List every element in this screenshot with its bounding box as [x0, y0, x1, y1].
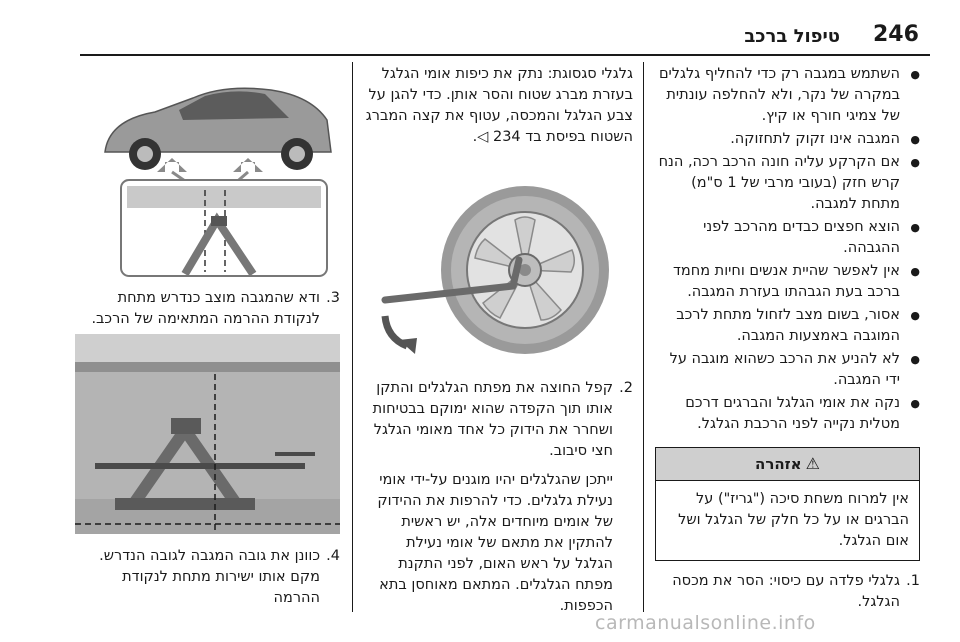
step-note: ייתכן שהגלגלים יהיו מוגנים על-ידי אומי נעילת גלגלים. כדי להרפות את ההידוק של אומים מיוחדים אלה, יש ראשית להתקין את מתאם של אומי נעילת הגלגל על ראש האום, לפני התקנת מפתח הגלגלים. המתאם מאוחסן בתא הכפפות.: [377, 472, 613, 614]
warning-title-text: אזהרה: [755, 455, 802, 473]
step-3: [75, 288, 340, 330]
step-4: [75, 546, 340, 609]
watermark: carmanualsonline.info: [595, 612, 816, 634]
step-3-block: [75, 288, 340, 330]
step-number: 3.: [326, 290, 340, 306]
alloy-wheel-text: גלגלי סגסוגת: נתק את כיפות אומי הגלגל בעזרת מברג שטוח והסר אותן. כדי להגן על צבע הגלגל והמכסה, עטוף את קצה המברג השטוח בפיסת בד 234 ◁.: [365, 66, 633, 145]
step-number: 4.: [326, 548, 340, 564]
column-right: [655, 64, 920, 613]
step-1: [655, 571, 920, 613]
step-2: [365, 378, 633, 617]
step-text: כוונן את גובה המגבה לגובה הנדרש. מקם אותו ישירות מתחת לנקודת ההרמה: [99, 548, 320, 606]
column-divider-left: [352, 62, 353, 612]
list-item: ● לא להניע את הרכב כשהוא מוגבה על ידי המגבה.: [655, 349, 920, 391]
list-item: ● אסור, בשום מצב לזחול מתחת לרכב המוגבה באמצעות המגבה.: [655, 305, 920, 347]
step-number: 1.: [906, 573, 920, 589]
car-jack-points-figure: [75, 60, 340, 278]
step-4-block: [75, 546, 340, 609]
header-rule: [80, 54, 930, 56]
warning-triangle-icon: ⚠: [805, 454, 820, 473]
column-middle: [365, 64, 633, 148]
precautions-list: [655, 64, 920, 435]
step-text: קפל החוצה את מפתח הגלגלים והתקן אותו תוך הקפדה שהוא ימוקם בבטיחות ושחרר את הידוק כל אחד מאומי הגלגל חצי סיבוב.: [372, 380, 613, 459]
list-item: ● אין לאפשר שהיית אנשים וחיות מחמד ברכב בעת הגבהתו בעזרת המגבה.: [655, 261, 920, 303]
step-number: 2.: [619, 380, 633, 396]
chapter-title: טיפול ברכב: [744, 26, 840, 47]
page-header: [0, 0, 960, 56]
step-text: גלגלי פלדה עם כיסוי: הסר את מכסה הגלגל.: [672, 573, 900, 610]
column-divider-right: [643, 62, 644, 612]
page-number: 246: [873, 22, 919, 47]
list-item: ● הוצא חפצים כבדים מהרכב לפני ההגבהה.: [655, 217, 920, 259]
step-2-block: [365, 378, 633, 617]
wheel-wrench-figure: [365, 170, 633, 370]
warning-box: [655, 447, 920, 561]
list-item: ● אם הקרקע עליה חונה הרכב רכה, הנח קרש חזק (בעובי מרבי של 1 ס"מ) מתחת למגבה.: [655, 152, 920, 215]
warning-body: אין למרוח משחת סיכה ("גריז") על הברגים או על כל חלק של הגלגל ושל אום הגלגל.: [678, 491, 909, 549]
jack-under-sill-figure: [75, 334, 340, 534]
step-text: ודא שהמגבה מוצב כנדרש מתחת לנקודת ההרמה המתאימה של הרכב.: [91, 290, 320, 327]
list-item: ● נקה את אומי הגלגל והברגים דרכם מטלית נקייה לפני הרכבת הגלגל.: [655, 393, 920, 435]
list-item: ● המגבה אינו זקוק לתחזוקה.: [655, 129, 920, 150]
page-reference: 234 ◁: [477, 129, 521, 145]
warning-title: [656, 448, 919, 481]
alloy-wheel-instructions: גלגלי סגסוגת: נתק את כיפות אומי הגלגל בעזרת מברג שטוח והסר אותן. כדי להגן על צבע הגלגל והמכסה, עטוף את קצה המברג השטוח בפיסת בד: [365, 66, 633, 145]
list-item: ● השתמש במגבה רק כדי להחליף גלגלים במקרה של נקר, ולא להחלפה עונתית של צמיגי חורף או קיץ.: [655, 64, 920, 127]
